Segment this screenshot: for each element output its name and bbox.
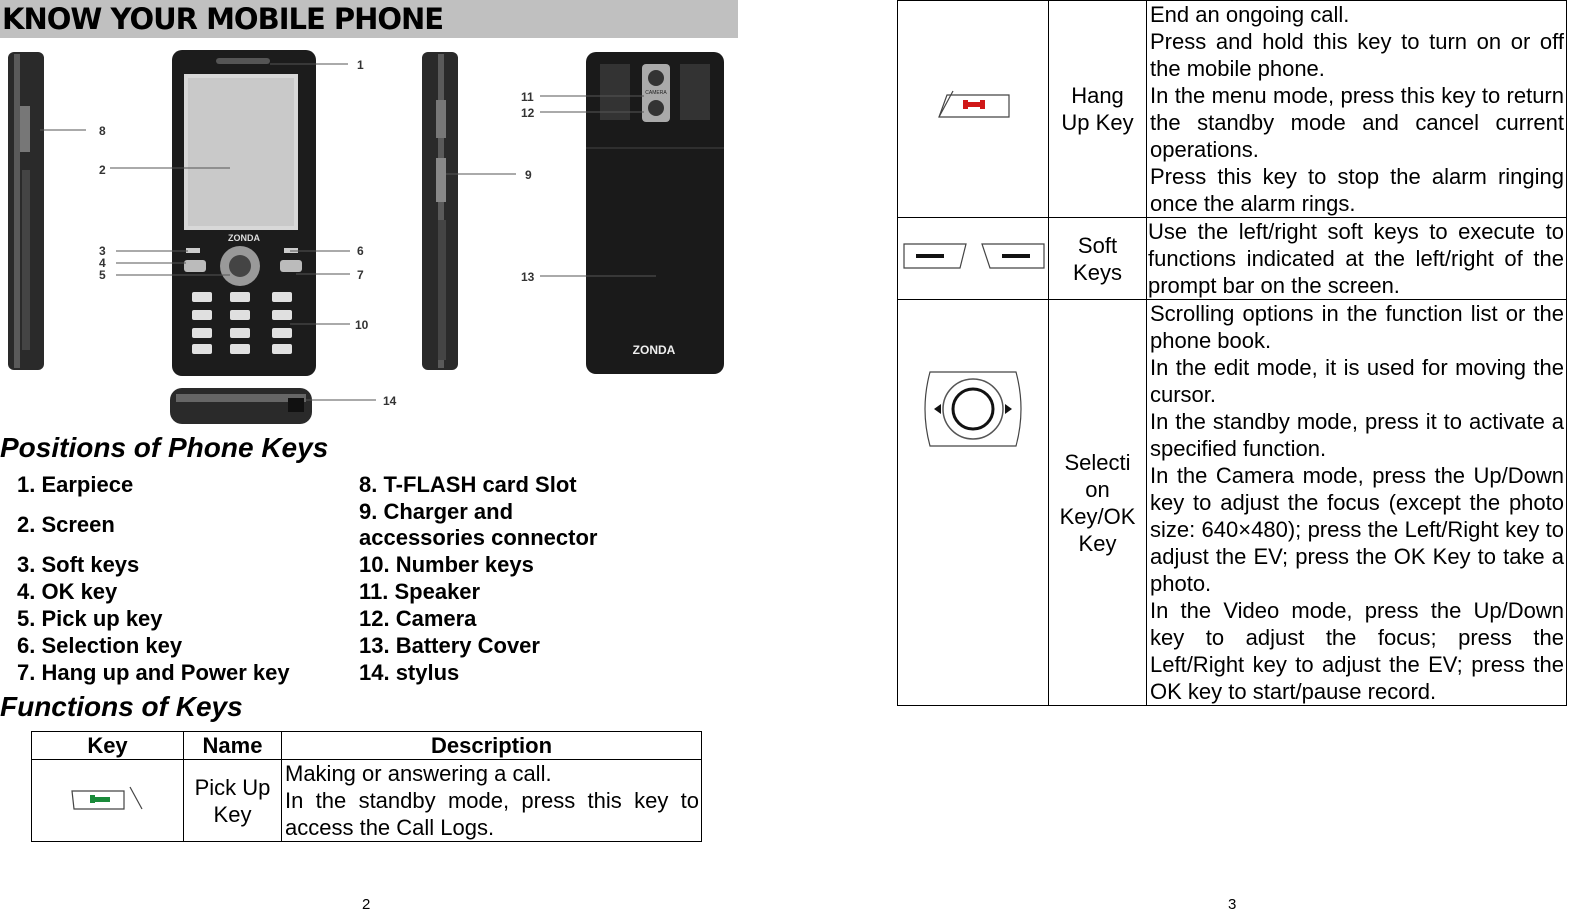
svg-text:5: 5 [99,268,106,282]
position-item: 10. Number keys [359,552,534,577]
pickup-key-icon [70,783,146,813]
key-name-cell: Hang Up Key [1049,1,1147,218]
functions-table-left [31,731,702,842]
table-header-row [32,732,702,760]
key-image-cell [898,300,1049,706]
section-header [0,0,738,38]
phone-bottom-view [170,388,312,424]
functions-heading: Functions of Keys [0,691,243,722]
soft-keys-icon [900,240,1046,272]
svg-text:2: 2 [99,163,106,177]
position-item: 3. Soft keys [17,552,140,577]
phone-side-view [8,52,44,370]
svg-text:1: 1 [357,58,364,72]
position-item: 6. Selection key [17,633,183,658]
svg-text:12: 12 [521,106,535,120]
selection-key-icon [920,366,1026,452]
positions-list-left [17,471,290,686]
camera-label: CAMERA [645,90,667,96]
functions-table-right [897,0,1567,706]
phone-right-side-view [422,52,458,370]
callout-labels [99,58,535,408]
key-description-cell: Making or answering a call. In the standby mode, press this key to access the Call Logs. [282,760,702,842]
key-description-cell: Use the left/right soft keys to execute to functions indicated at the left/right of the prompt bar on the screen. [1147,218,1567,300]
section-title: KNOW YOUR MOBILE PHONE [2,2,444,36]
svg-text:9: 9 [525,168,532,182]
svg-text:14: 14 [383,394,397,408]
page-number-left: 2 [362,896,371,913]
phone-diagram [0,40,738,432]
position-item: 4. OK key [17,579,118,604]
header-key: Key [32,732,184,760]
position-item: 2. Screen [17,512,115,537]
table-row [898,1,1567,218]
key-image-cell [898,1,1049,218]
position-item: 5. Pick up key [17,606,163,631]
key-name-cell: Pick Up Key [184,760,282,842]
position-item: 11. Speaker [359,579,481,604]
position-item: 13. Battery Cover [359,633,540,658]
svg-text:8: 8 [99,124,106,138]
table-row [898,300,1567,706]
svg-text:13: 13 [521,270,535,284]
header-name: Name [184,732,282,760]
position-item: 8. T-FLASH card Slot [359,472,577,497]
table-row [32,760,702,842]
front-brand-label: ZONDA [228,233,260,243]
key-description-cell: Scrolling options in the function list or the phone book. In the edit mode, it is used for moving the cursor. In the standby mode, press it to activate a specified function. In the Camera mode, press the Up/Down key to adjust the focus (except the photo size: 640×480); press the Left/Right key to adjust the EV; press the OK Key to take a photo. In the Video mode, press the Up/Down key to adjust the focus; press the Left/Right key to adjust the EV; press the OK key to start/pause record. [1147,300,1567,706]
key-name-cell: Selecti on Key/OK Key [1049,300,1147,706]
position-item: 7. Hang up and Power key [17,660,290,685]
phone-back-view [586,52,724,374]
table-row [898,218,1567,300]
back-brand-label: ZONDA [632,343,676,357]
key-image-cell [898,218,1049,300]
key-description-cell: End an ongoing call. Press and hold this key to turn on or off the mobile phone. In the menu mode, press this key to return the standby mode and cancel current operations. Press this key to stop the alarm ringing once the alarm rings. [1147,1,1567,218]
svg-text:10: 10 [355,318,369,332]
svg-text:7: 7 [357,268,364,282]
key-name-cell: Soft Keys [1049,218,1147,300]
position-item: 12. Camera [359,606,477,631]
svg-text:11: 11 [521,90,534,104]
position-item: 1. Earpiece [17,472,134,497]
svg-text:3: 3 [99,244,106,258]
position-item-continued: accessories connector [359,525,598,550]
hangup-key-icon [933,87,1013,127]
header-description: Description [282,732,702,760]
phone-front-view [172,50,316,376]
positions-list-right [359,471,597,686]
position-item: 14. stylus [359,660,460,685]
position-item: 9. Charger and [359,499,514,524]
svg-text:6: 6 [357,244,364,258]
positions-heading: Positions of Phone Keys [0,432,329,463]
svg-text:4: 4 [99,256,106,270]
page-number-right: 3 [1228,896,1237,913]
key-image-cell [32,760,184,842]
